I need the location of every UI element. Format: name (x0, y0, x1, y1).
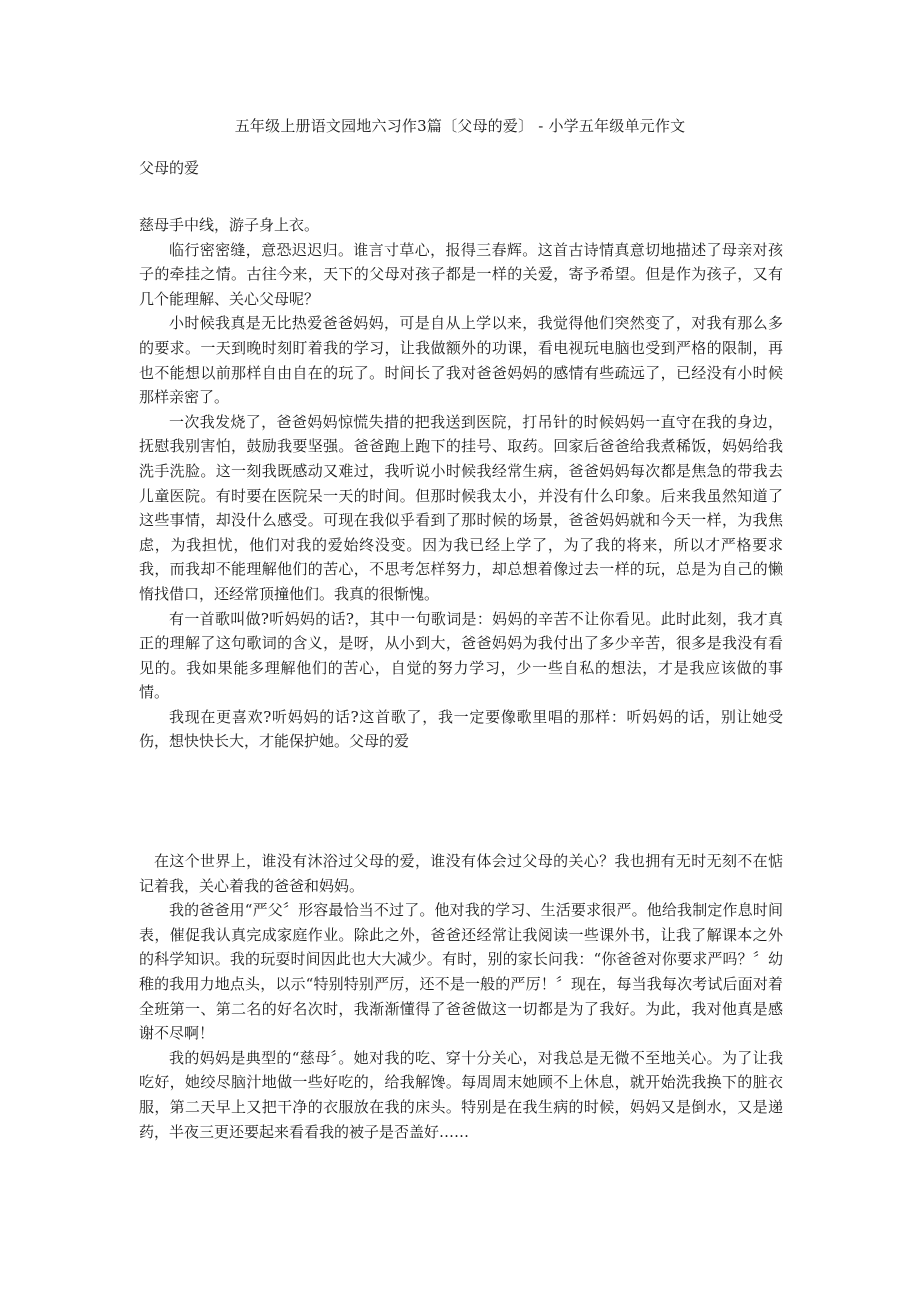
document-title: 五年级上册语文园地六习作3篇〔父母的爱〕 - 小学五年级单元作文 (234, 117, 686, 135)
essay-one-paragraph: 有一首歌叫做?听妈妈的话?，其中一句歌词是：妈妈的辛苦不让你看见。此时此刻，我才真正的理解了这句歌词的含义，是呀，从小到大，爸爸妈妈为我付出了多少辛苦，很多是我没有看见的。我如果能多理解他们的苦心，自觉的努力学习，少一些自私的想法，才是我应该做的事情。 (139, 609, 783, 702)
section-heading: 父母的爱 (139, 159, 200, 177)
opening-line: 慈母手中线，游子身上衣。 (139, 216, 320, 234)
essay-one-paragraph: 小时候我真是无比热爱爸爸妈妈，可是自从上学以来，我觉得他们突然变了，对我有那么多的要求。一天到晚时刻盯着我的学习，让我做额外的功课，看电视玩电脑也受到严格的限制，再也不能想以前那样自由自在的玩了。时间长了我对爸爸妈妈的感情有些疏远了，已经没有小时候那样亲密了。 (139, 314, 783, 407)
essay-two-paragraph: 我的爸爸用“严父〞形容最恰当不过了。他对我的学习、生活要求很严。他给我制定作息时间表，催促我认真完成家庭作业。除此之外，爸爸还经常让我阅读一些课外书，让我了解课本之外的科学知识。我的玩耍时间因此也大大减少。有时，别的家长问我：“你爸爸对你要求严吗？〞幼稚的我用力地点头，以示“特别特别严厉，还不是一般的严厉！〞现在，每当我每次考试后面对着全班第一、第二名的好名次时，我渐渐懂得了爸爸做这一切都是为了我好。为此，我对他真是感谢不尽啊！ (139, 901, 783, 1043)
essay-one-paragraph: 我现在更喜欢?听妈妈的话?这首歌了，我一定要像歌里唱的那样：听妈妈的话，别让她受伤，想快快长大，才能保护她。父母的爱 (139, 707, 783, 751)
essay-one-paragraph: 临行密密缝，意恐迟迟归。谁言寸草心，报得三春辉。这首古诗情真意切地描述了母亲对孩子的牵挂之情。古往今来，天下的父母对孩子都是一样的关爱，寄予希望。但是作为孩子，又有几个能理解、关心父母呢？ (139, 240, 783, 308)
essay-two-paragraph: 我的妈妈是典型的“慈母〞。她对我的吃、穿十分关心，对我总是无微不至地关心。为了让我吃好，她绞尽脑汁地做一些好吃的，给我解馋。每周周末她顾不上休息，就开始洗我换下的脏衣服，第二天早上又把干净的衣服放在我的床头。特别是在我生病的时候，妈妈又是倒水，又是递药，半夜三更还要起来看看我的被子是否盖好…… (139, 1048, 783, 1141)
essay-one-paragraph: 一次我发烧了，爸爸妈妈惊慌失措的把我送到医院，打吊针的时候妈妈一直守在我的身边，抚慰我别害怕，鼓励我要坚强。爸爸跑上跑下的挂号、取药。回家后爸爸给我煮稀饭，妈妈给我洗手洗脸。这一刻我既感动又难过，我听说小时候我经常生病，爸爸妈妈每次都是焦急的带我去儿童医院。有时要在医院呆一天的时间。但那时候我太小，并没有什么印象。后来我虽然知道了这些事情，却没什么感受。可现在我似乎看到了那时候的场景，爸爸妈妈就和今天一样，为我焦虑，为我担忧，他们对我的爱始终没变。因为我已经上学了，为了我的将来，所以才严格要求我，而我却不能理解他们的苦心，不思考怎样努力，却总想着像过去一样的玩，总是为自己的懒惰找借口，还经常顶撞他们。我真的很惭愧。 (139, 412, 783, 603)
essay-two-paragraph: 在这个世界上，谁没有沐浴过父母的爱，谁没有体会过父母的关心？我也拥有无时无刻不在惦记着我，关心着我的爸爸和妈妈。 (139, 852, 783, 895)
essay-two (139, 849, 783, 1144)
essay-one (139, 213, 783, 754)
